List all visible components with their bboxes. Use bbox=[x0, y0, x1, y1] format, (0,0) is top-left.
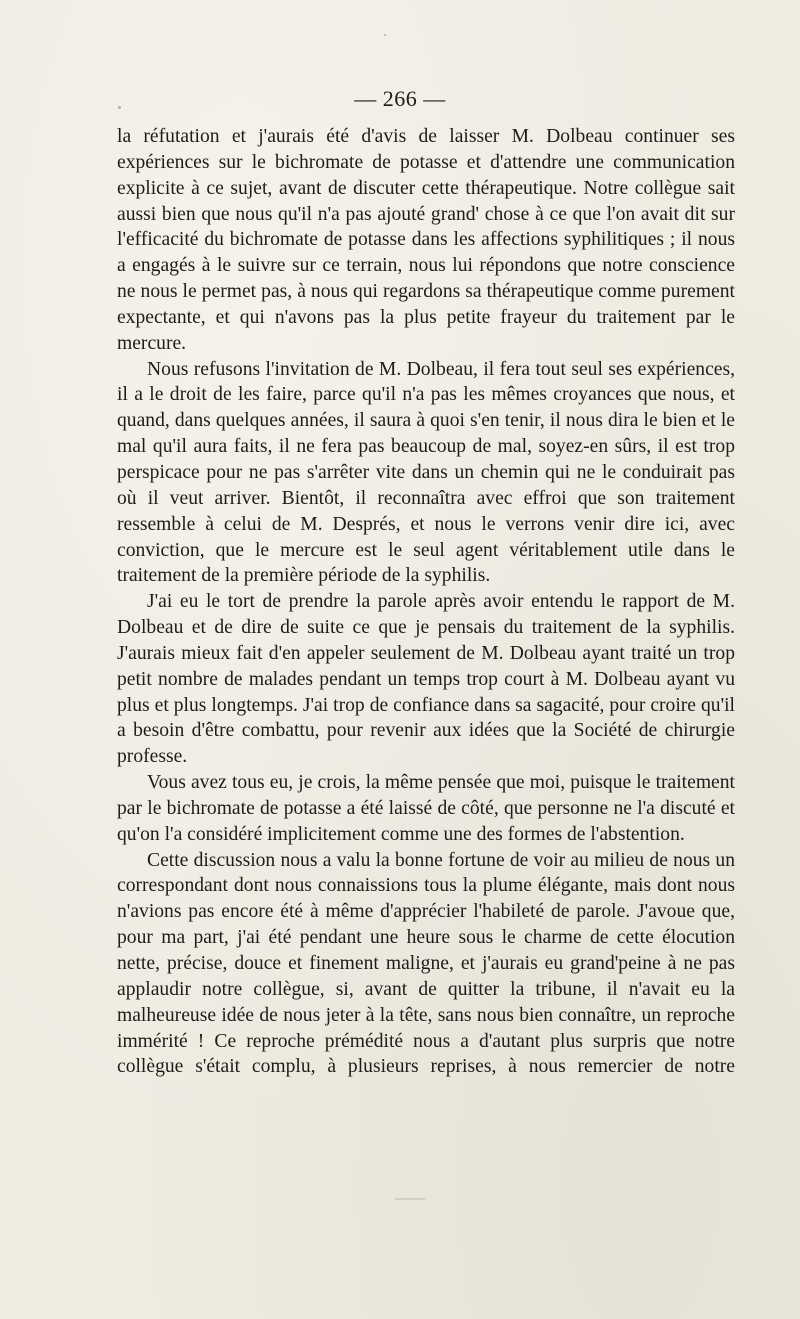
print-smudge bbox=[395, 1198, 425, 1200]
paragraph-1: la réfutation et j'aurais été d'avis de laisser M. Dolbeau continuer ses expériences sur le bichromate de potasse et d'attendre une communication explicite à ce sujet, avant de discuter cette thérapeutique. Notre collègue sait aussi bien que nous qu'il n'a pas ajouté grand' chose à ce que l'on avait dit sur l'efficacité du bichromate de potasse dans les affections syphilitiques ; il nous a engagés à le suivre sur ce terrain, nous lui répondons que notre conscience ne nous le permet pas, à nous qui regardons sa thérapeutique comme purement expectante, et qui n'avons pas la plus petite frayeur du traitement par le mercure. bbox=[117, 126, 735, 354]
paragraph-4: Vous avez tous eu, je crois, la même pensée que moi, puisque le traitement par le bichromate de potasse a été laissé de côté, que personne ne l'a discuté et qu'on l'a considéré implicitement comme une des formes de l'abstention. bbox=[117, 772, 735, 845]
paragraph-5: Cette discussion nous a valu la bonne fortune de voir au milieu de nous un correspondant dont nous connaissions tous la plume élégante, mais dont nous n'avions pas encore été à même d'apprécier l'habileté de parole. J'avoue que, pour ma part, j'ai été pendant une heure sous le charme de cette élocution nette, précise, douce et finement maligne, et j'aurais eu grand'peine à ne pas applaudir notre collègue, si, avant de quitter la tribune, il n'avait eu la malheureuse idée de nous jeter à la tête, sans nous bien connaître, un reproche immérité ! Ce reproche prémédité nous a d'autant plus surpris que notre collègue s'était complu, à plusieurs reprises, à nous remercier de notre bbox=[117, 849, 735, 1078]
paper-speck bbox=[118, 106, 121, 109]
paragraph-3: J'ai eu le tort de prendre la parole après avoir entendu le rapport de M. Dolbeau et de dire de suite ce que je pensais du traitement de la syphilis. J'aurais mieux fait d'en appeler seulement de M. Dolbeau ayant traité un trop petit nombre de malades pendant un temps trop court à M. Dolbeau ayant vu plus et plus longtemps. J'ai trop de confiance dans sa sagacité, pour croire qu'il a besoin d'être combattu, pour revenir aux idées que la Société de chirurgie professe. bbox=[117, 591, 735, 768]
paper-speck bbox=[384, 34, 386, 36]
paragraph-2: Nous refusons l'invitation de M. Dolbeau, il fera tout seul ses expériences, il a le droit de les faire, parce qu'il n'a pas les mêmes croyances que nous, et quand, dans quelques années, il saura à quoi s'en tenir, il nous dira le bien et le mal qu'il aura faits, il ne fera pas beaucoup de mal, soyez-en sûrs, il est trop perspicace pour ne pas s'arrêter vite dans un chemin qui ne le conduirait pas où il veut arriver. Bientôt, il reconnaîtra avec effroi que son traitement ressemble à celui de M. Després, et nous le verrons venir dire ici, avec conviction, que le mercure est le seul agent véritablement utile dans le traitement de la première période de la syphilis. bbox=[117, 358, 735, 587]
page-number: — 266 — bbox=[354, 86, 446, 111]
body-text bbox=[117, 124, 735, 1080]
